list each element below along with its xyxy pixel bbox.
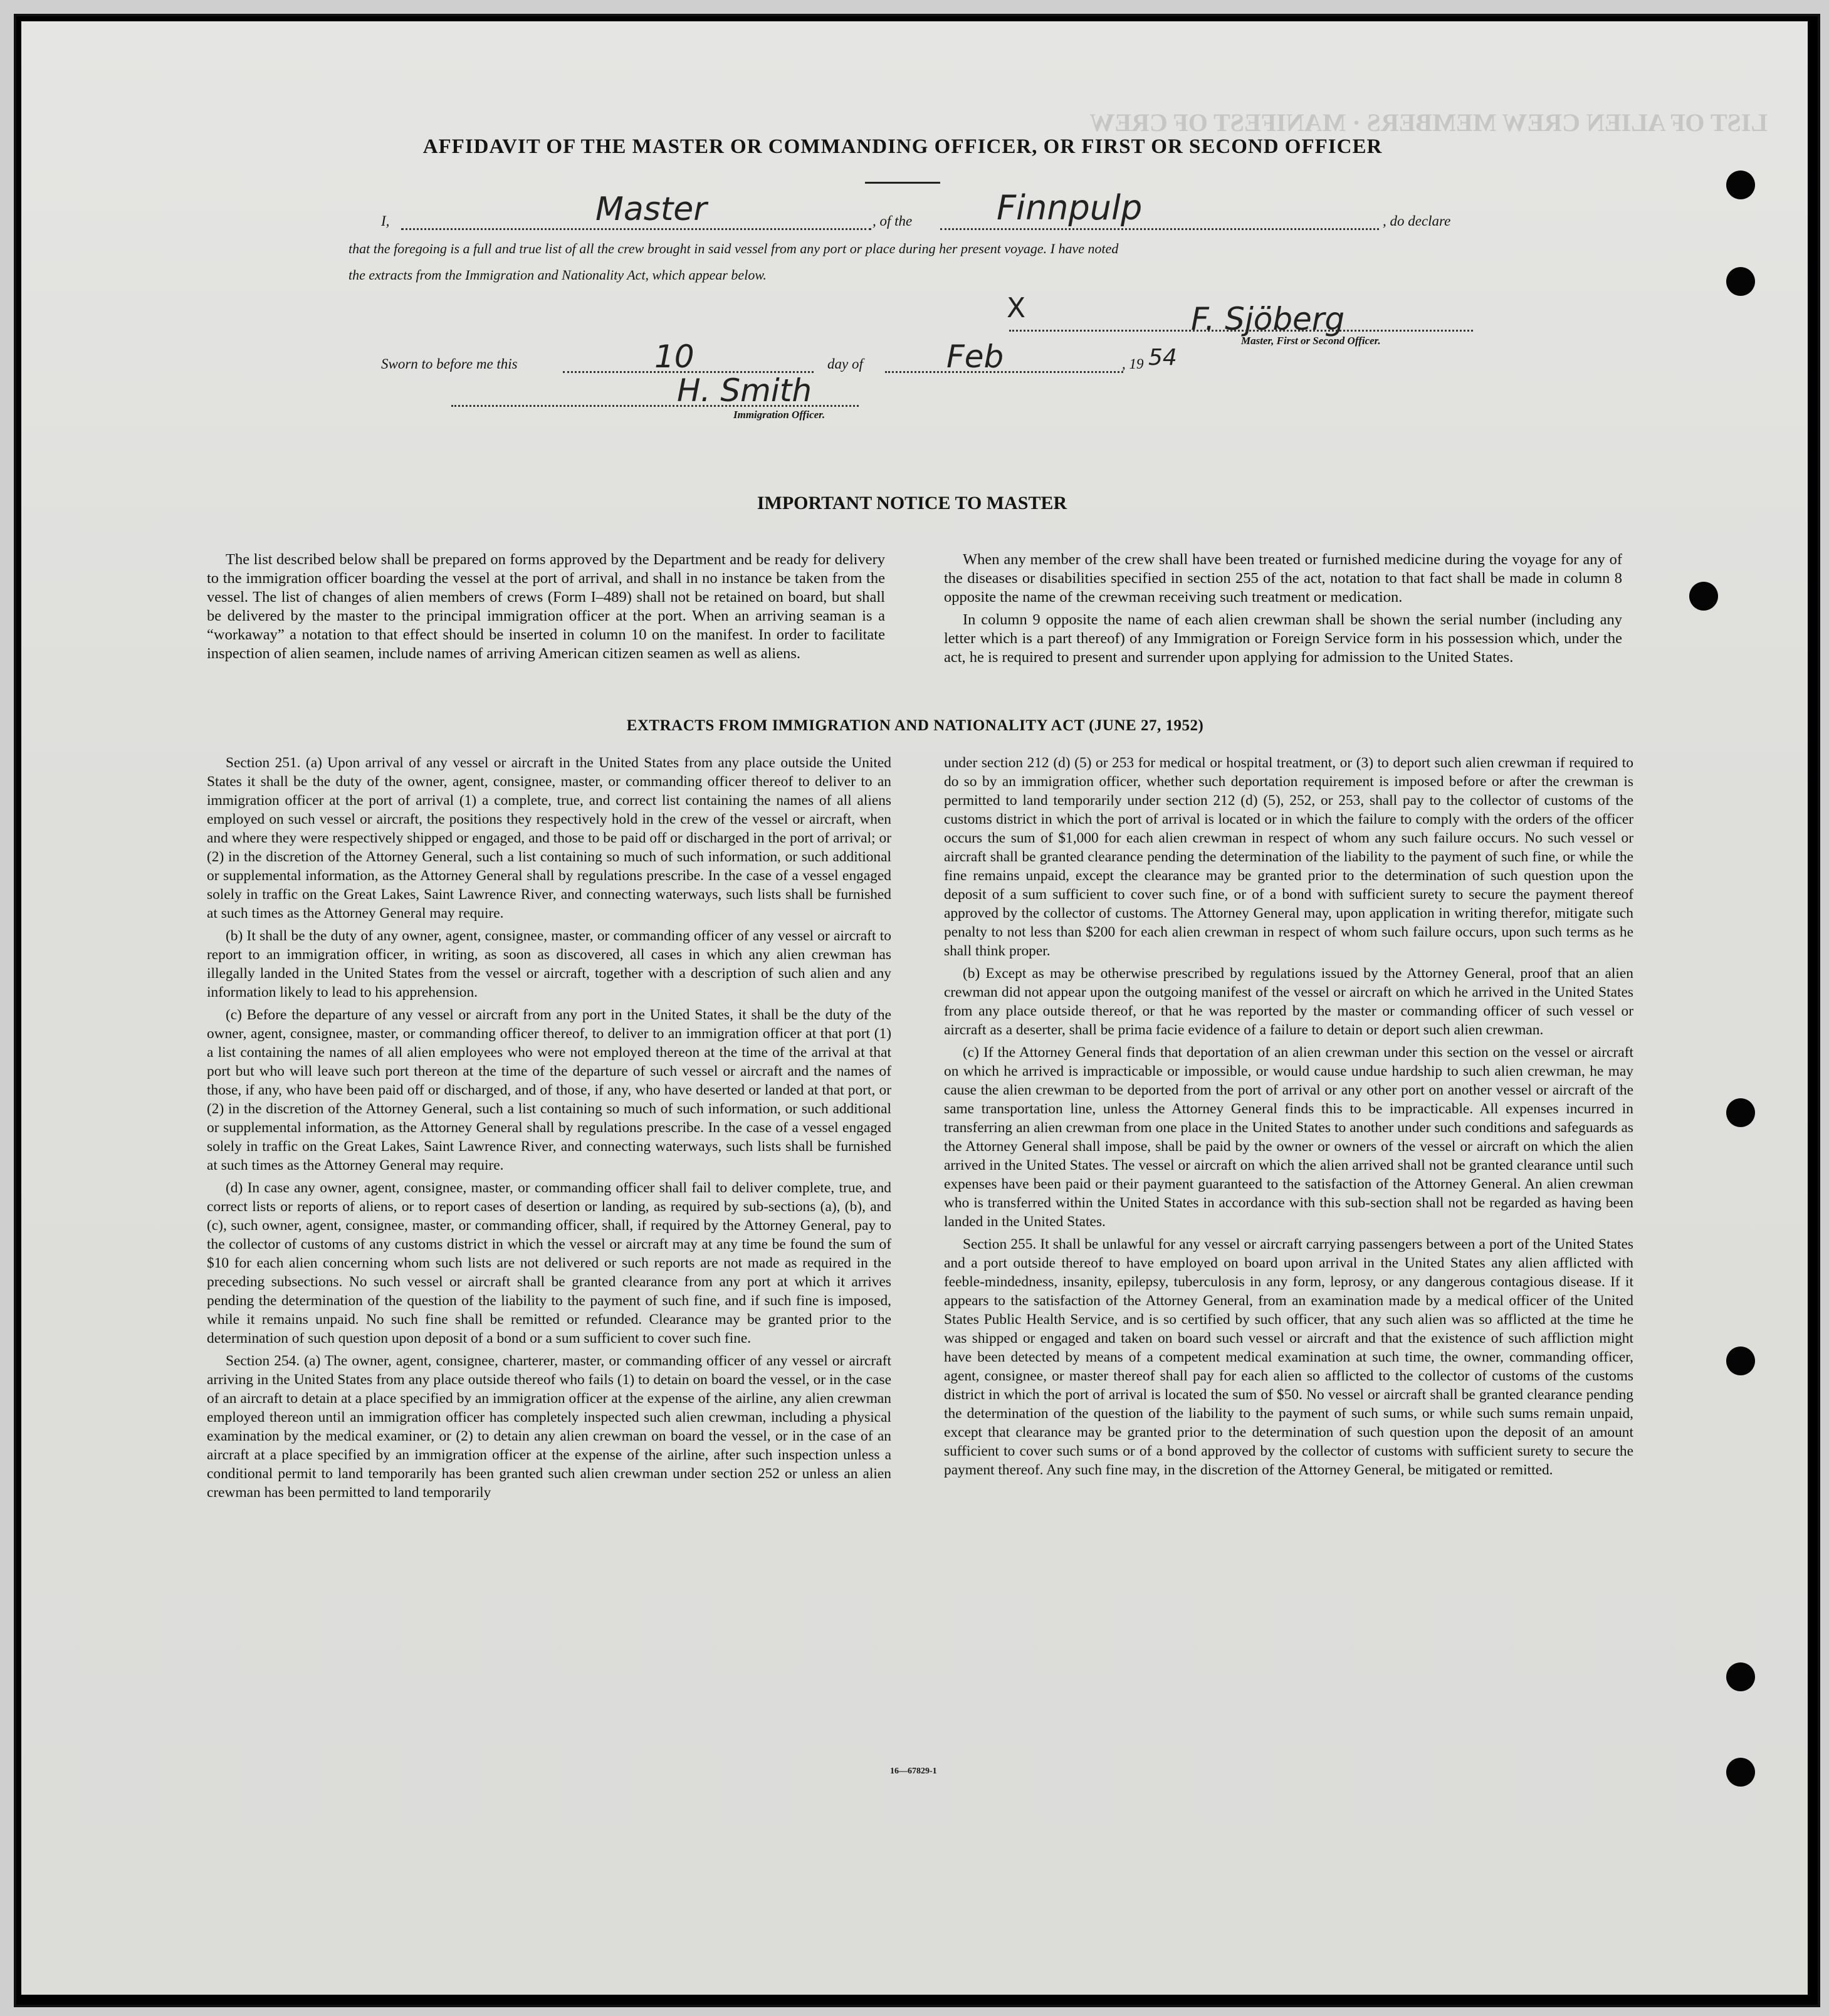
affidavit-title: AFFIDAVIT OF THE MASTER OR COMMANDING OFFICER, OR FIRST OR SECOND OFFICER	[422, 135, 1383, 158]
signature-caption: Master, First or Second Officer.	[1241, 335, 1381, 347]
section-251-d: (d) In case any owner, agent, consignee, master, or commanding officer shall fail to deliver complete, true, and correct lists or reports of aliens, or to report cases of desertion or landing, as required by sub-sections (a), (b), and (c), such owner, agent, consignee, master, or commanding officer, shall, if required by the Attorney General, pay to the collector of customs of any customs district in which the vessel or aircraft may at any time be found the sum of $10 for each alien concerning whom such lists are not delivered or such reports are not made as required in the preceding subsections. No such vessel or aircraft shall be granted clearance from any port at which it arrives pending the determination of the question of the liability to the payment of such fine, and if such fine is imposed, while it remains unpaid. No such fine shall be remitted or refunded. Clearance may be granted prior to the determination of such question upon deposit of a bond or a sum sufficient to cover such fine.	[207, 1180, 891, 1347]
punch-hole	[1726, 1098, 1755, 1127]
master-signature: F. Sjöberg	[1191, 301, 1345, 337]
section-254-a: Section 254. (a) The owner, agent, consignee, charterer, master, or commanding officer of any vessel or aircraft arriving in the United States from any place outside thereof who fails (1) to detain on board the vessel, or in the case of an aircraft to detain at a place specified by an immigration officer at the expense of the airline, any alien crewman employed thereon until an immigration officer has completely inspected such alien crewman, including a physical examination by the medical examiner, or (2) to detain any alien crewman on board the vessel, or in the case of an aircraft at a place specified by an immigration officer at the expense of the airline, after such inspection unless a conditional permit to land temporarily has been granted such alien crewman under section 252 or unless an alien crewman has been permitted to land temporarily	[207, 1353, 891, 1501]
vessel-field-line	[940, 228, 1379, 230]
vessel-handwritten: Finnpulp	[997, 188, 1143, 228]
signature-x: X	[1007, 292, 1026, 324]
notice-left	[207, 550, 885, 667]
title-underline	[865, 182, 940, 184]
statement-line-1: that the foregoing is a full and true list of all the crew brought in said vessel from any port or place during her present voyage. I have noted	[349, 241, 1119, 256]
name-field-line	[401, 228, 871, 230]
day-of-label: day of	[827, 356, 863, 372]
section-254-c: (c) If the Attorney General finds that deportation of an alien crewman under this section on the vessel or aircraft on which he arrived is impracticable or impossible, or would cause undue hardship to such alien crewman, he may cause the alien crewman to be deported from the port of arrival or any other port on another vessel or aircraft of the same transportation line, unless the Attorney General finds this to be impracticable. All expenses incurred in transferring an alien crewman from one place in the United States to another under such conditions and safeguards as the Attorney General shall impose, shall be paid by the owner or owners of the vessel or aircraft on which the alien arrived in the United States. The vessel or aircraft on which the alien arrived shall not be granted clearance until such expenses have been paid or their payment guaranteed to the satisfaction of the Attorney General. An alien crewman who is transferred within the United States in accordance with this sub-section shall not be regarded as having been landed in the United States.	[944, 1044, 1633, 1230]
declare-label: , do declare	[1383, 213, 1451, 229]
notice-title: IMPORTANT NOTICE TO MASTER	[757, 493, 1067, 513]
punch-hole	[1726, 171, 1755, 199]
i-label: I,	[381, 213, 390, 229]
officer-signature-line	[451, 405, 859, 407]
section-251-c: (c) Before the departure of any vessel or aircraft from any port in the United States, it shall be the duty of the owner, agent, consignee, master, or commanding officer thereof, to deliver to an immigration officer at that port (1) a list containing the names of all alien employees who were not employed thereon at the time of the arrival at that port but who will leave such port thereon at the time of the departure of such vessel or aircraft and the names of those, if any, who have been paid off or discharged, and of those, if any, who have deserted or landed at that port, or (2) in the discretion of the Attorney General, such a list containing so much of such information, or such additional or supplemental information, as the Attorney General shall by regulations prescribe. In the case of a vessel engaged solely in traffic on the Great Lakes, Saint Lawrence River, and connecting waterways, such lists shall be furnished at such times as the Attorney General may require.	[207, 1007, 891, 1173]
form-number: 16—67829-1	[890, 1767, 937, 1776]
sworn-label: Sworn to before me this	[381, 356, 518, 372]
notice-right	[944, 550, 1622, 671]
of-the-label: , of the	[873, 213, 913, 229]
extracts-left-column	[207, 753, 891, 1506]
signature-line	[1009, 330, 1473, 332]
extracts-title: EXTRACTS FROM IMMIGRATION AND NATIONALITY ACT (JUNE 27, 1952)	[626, 717, 1204, 734]
section-254-b: (b) Except as may be otherwise prescribed by regulations issued by the Attorney General, proof that an alien crewman did not appear upon the outgoing manifest of the vessel or aircraft on which he arrived in the United States from any place outside thereof, or that he was reported by the master or commanding officer of such vessel or aircraft as a deserter, shall be prima facie evidence of a failure to detain or deport such alien crewman.	[944, 965, 1633, 1038]
year-prefix: , 19	[1122, 356, 1144, 372]
section-251-a: Section 251. (a) Upon arrival of any vessel or aircraft in the United States from any place outside the United States it shall be the duty of the owner, agent, consignee, master, or commanding officer thereof to deliver to an immigration officer at the port of arrival (1) a complete, true, and correct list containing the names of all aliens employed on such vessel or aircraft, the positions they respectively hold in the crew of the vessel or aircraft, when and where they were respectively shipped or engaged, and those to be paid off or discharged in the port of arrival; or (2) in the discretion of the Attorney General, such a list containing so much of such information, or such additional or supplemental information, as the Attorney General shall by regulations prescribe. In the case of a vessel engaged solely in traffic on the Great Lakes, Saint Lawrence River, and connecting waterways, such lists shall be furnished at such times as the Attorney General may require.	[207, 755, 891, 921]
bleed-through-text: LIST OF ALIEN CREW MEMBERS · MANIFEST OF CREW	[1089, 108, 1768, 137]
section-254-a-cont: under section 212 (d) (5) or 253 for medical or hospital treatment, or (3) to deport such alien crewman if required to do so by an immigration officer, whether such deportation requirement is imposed before or after the crewman is permitted to land temporarily under section 212 (d) (5), 252, or 253, shall pay to the collector of customs of the customs district in which the port of arrival is located or in which the failure to comply with the orders of the officer occurs the sum of $1,000 for each alien crewman in respect of whom any such failure occurs. No such vessel or aircraft shall be granted clearance pending the determination of the liability to the payment of such fine, or while the fine remains unpaid, except the clearance may be granted prior to the determination of such question upon the deposit of a sum sufficient to cover such fine, or of a bond with sufficient surety to secure the payment thereof approved by the collector of customs. The Attorney General may, upon application in writing therefor, mitigate such penalty to not less than $200 for each alien crewman in respect of whom such failure occurs, upon such terms as he shall think proper.	[944, 755, 1633, 959]
section-255: Section 255. It shall be unlawful for any vessel or aircraft carrying passengers between a port of the United States and a port outside thereof to have employed on board upon arrival in the United States any alien afflicted with feeble-mindedness, insanity, epilepsy, tuberculosis in any form, leprosy, or any dangerous contagious disease. If it appears to the satisfaction of the Attorney General, from an examination made by a medical officer of the United States Public Health Service, and is so certified by such officer, that any such alien was so afflicted at the time he was shipped or engaged and taken on board such vessel or aircraft and that the existence of such affliction might have been detected by means of a competent medical examination at such time, the owner, commanding officer, agent, consignee, or master thereof shall pay for each alien so afflicted to the collector of customs of the customs district in which the port of arrival is located the sum of $50. No vessel or aircraft shall be granted clearance pending the determination of the question of the liability to the payment of such sums, or while such sums remain unpaid, except that clearance may be granted prior to the determination of such question upon the deposit of an amount sufficient to cover such sums or of a bond approved by the collector of customs with sufficient surety to secure the payment thereof. Any such fine may, in the discretion of the Attorney General, be mitigated or remitted.	[944, 1236, 1633, 1478]
punch-hole	[1726, 267, 1755, 296]
notice-right-p2: In column 9 opposite the name of each alien crewman shall be shown the serial number (including any letter which is a part thereof) of any Immigration or Foreign Service form in his possession which, under the act, he is required to present and surrender upon applying for admission to the United States.	[944, 611, 1622, 666]
statement-line-2: the extracts from the Immigration and Nationality Act, which appear below.	[349, 267, 767, 283]
name-handwritten: Master	[595, 191, 707, 228]
notice-left-text: The list described below shall be prepared on forms approved by the Department and be ready for delivery to the immigration officer boarding the vessel at the port of arrival, and shall in no instance be taken from the vessel. The list of changes of alien members of crews (Form I–489) shall not be retained on board, but shall be delivered by the master to the principal immigration officer at the port. When an arriving seaman is a “workaway” a notation to that effect should be inserted in column 10 on the manifest. In order to facilitate inspection of alien seamen, include names of arriving American citizen seamen as well as aliens.	[207, 551, 885, 662]
day-handwritten: 10	[654, 339, 694, 375]
section-251-b: (b) It shall be the duty of any owner, agent, consignee, master, or commanding officer of any vessel or aircraft to report to an immigration officer, in writing, as soon as discovered, all cases in which any alien crewman has illegally landed in the United States from the vessel or aircraft, together with a description of such alien and any information likely to lead to his apprehension.	[207, 928, 891, 1000]
punch-hole	[1726, 1662, 1755, 1691]
punch-hole	[1726, 1758, 1755, 1787]
punch-hole	[1726, 1347, 1755, 1375]
officer-signature: H. Smith	[677, 372, 812, 409]
officer-caption: Immigration Officer.	[733, 409, 825, 421]
month-field-line	[885, 371, 1123, 373]
year-handwritten: 54	[1148, 345, 1177, 370]
month-handwritten: Feb	[946, 339, 1004, 375]
notice-right-p1: When any member of the crew shall have been treated or furnished medicine during the voyage for any of the diseases or disabilities specified in section 255 of the act, notation to that fact shall be made in column 8 opposite the name of the crewman receiving such treatment or medication.	[944, 551, 1622, 606]
extracts-right-column	[944, 753, 1633, 1483]
punch-hole	[1689, 582, 1718, 611]
